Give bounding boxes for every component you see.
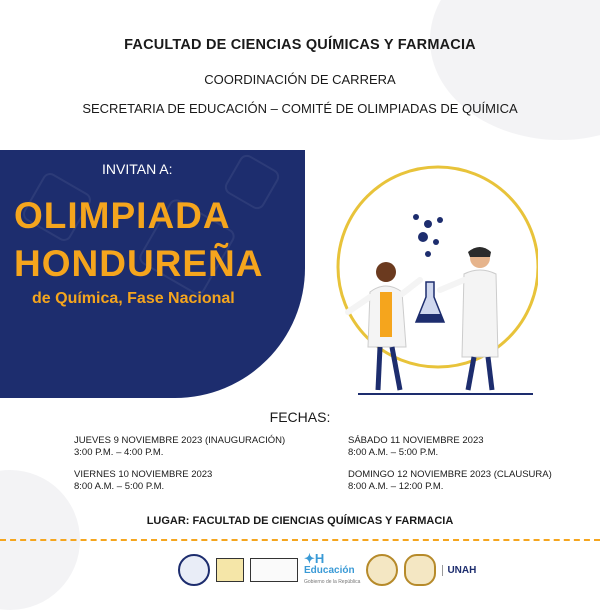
museum-logo bbox=[250, 558, 298, 582]
faculty-title: FACULTAD DE CIENCIAS QUÍMICAS Y FARMACIA bbox=[124, 37, 476, 53]
event-item bbox=[348, 469, 552, 493]
event-date: VIERNES 10 NOVIEMBRE 2023 bbox=[74, 469, 213, 480]
man-scientist-icon bbox=[440, 247, 498, 390]
event-time: 8:00 A.M. – 5:00 P.M. bbox=[74, 481, 165, 492]
library-logo bbox=[216, 558, 244, 582]
educacion-mark-icon: ✦H bbox=[304, 550, 325, 566]
invitan-label: INVITAN A: bbox=[102, 161, 173, 177]
hexagon-decoration bbox=[222, 152, 282, 212]
seal-icon bbox=[178, 554, 210, 586]
dashed-divider bbox=[0, 539, 600, 541]
coordination-line: COORDINACIÓN DE CARRERA bbox=[204, 72, 396, 87]
sponsor-logos bbox=[178, 550, 477, 587]
educacion-logo bbox=[304, 550, 361, 587]
unah-seal-icon bbox=[404, 554, 436, 586]
scientists-illustration bbox=[328, 162, 538, 402]
event-date: DOMINGO 12 NOVIEMBRE 2023 (CLAUSURA) bbox=[348, 469, 552, 480]
event-item bbox=[348, 435, 484, 459]
educacion-subtext: Gobierno de la República bbox=[304, 578, 361, 585]
event-date: JUEVES 9 NOVIEMBRE 2023 (INAUGURACIÓN) bbox=[74, 435, 286, 446]
secretaria-line: SECRETARIA DE EDUCACIÓN – COMITÉ DE OLIMPIADAS DE QUÍMICA bbox=[82, 101, 518, 116]
event-title-line2: HONDUREÑA bbox=[14, 243, 264, 284]
event-time: 3:00 P.M. – 4:00 P.M. bbox=[74, 447, 164, 458]
event-time: 8:00 A.M. – 5:00 P.M. bbox=[348, 447, 439, 458]
event-item bbox=[74, 435, 285, 459]
fechas-label: FECHAS: bbox=[269, 409, 331, 425]
event-item bbox=[74, 469, 212, 493]
venue-line: LUGAR: FACULTAD DE CIENCIAS QUÍMICAS Y FARMACIA bbox=[146, 515, 454, 527]
event-date: SÁBADO 11 NOVIEMBRE 2023 bbox=[348, 435, 484, 446]
bg-blob-top-right bbox=[430, 0, 600, 140]
faculty-seal-icon bbox=[366, 554, 398, 586]
educacion-text: Educación bbox=[304, 564, 355, 576]
event-subtitle: de Química, Fase Nacional bbox=[32, 290, 235, 307]
event-time: 8:00 A.M. – 12:00 P.M. bbox=[348, 481, 444, 492]
unah-logo: UNAH bbox=[442, 565, 476, 576]
bubbles-icon bbox=[413, 214, 443, 257]
event-title-line1: OLIMPIADA bbox=[14, 195, 231, 236]
